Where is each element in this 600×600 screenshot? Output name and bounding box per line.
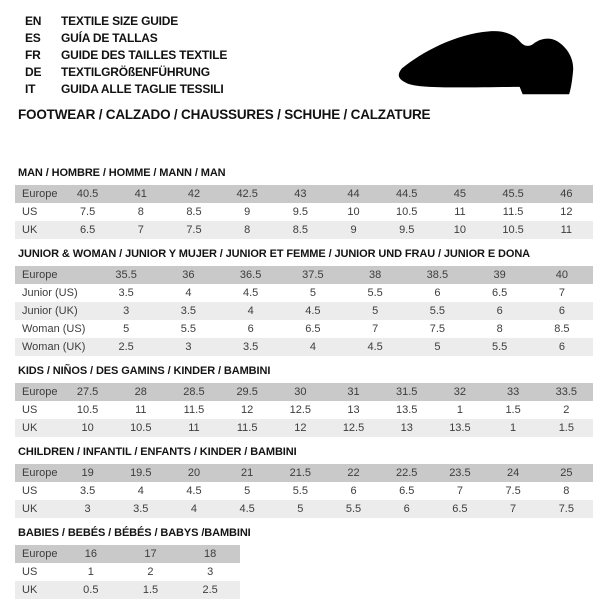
table-row xyxy=(15,185,593,203)
size-value: 4.5 xyxy=(242,287,259,299)
size-table-section xyxy=(15,167,600,239)
size-table xyxy=(15,185,593,239)
size-value: 1 xyxy=(456,404,463,416)
table-row xyxy=(15,338,593,356)
size-value: 10.5 xyxy=(114,419,167,437)
size-value: 3 xyxy=(207,566,214,578)
table-row xyxy=(15,401,593,419)
size-value: 3 xyxy=(157,338,219,356)
size-value: 8 xyxy=(563,485,570,497)
size-value: 1 xyxy=(487,419,540,437)
size-value: 4 xyxy=(137,485,144,497)
size-table-title: KIDS / NIÑOS / DES GAMINS / KINDER / BAMBINI xyxy=(18,365,271,377)
language-title: GUIDE DES TAILLES TEXTILE xyxy=(61,48,228,62)
size-value: 36.5 xyxy=(220,266,282,284)
size-value: 11.5 xyxy=(183,404,205,416)
size-value: 2.5 xyxy=(95,338,157,356)
size-value: 19 xyxy=(61,464,114,482)
size-table-section xyxy=(15,365,600,437)
size-value: 17 xyxy=(121,545,181,563)
size-value: 5.5 xyxy=(367,287,383,299)
size-value: 30 xyxy=(274,383,327,401)
size-table-title: MAN / HOMBRE / HOMME / MANN / MAN xyxy=(18,167,226,179)
size-value: 7 xyxy=(372,323,379,335)
table-row xyxy=(15,203,593,221)
size-value: 42 xyxy=(167,185,220,203)
size-value: 13.5 xyxy=(396,404,418,416)
size-value: 7 xyxy=(558,287,565,299)
size-value: 7 xyxy=(456,485,463,497)
size-value: 12 xyxy=(274,419,327,437)
size-value: 4.5 xyxy=(344,338,406,356)
size-value: 7.5 xyxy=(429,323,446,335)
size-value: 5 xyxy=(274,500,327,518)
size-value: 11 xyxy=(135,404,147,416)
size-value: 4 xyxy=(282,338,344,356)
size-value: 5 xyxy=(344,302,406,320)
row-label: UK xyxy=(15,581,61,599)
size-value: 6 xyxy=(380,500,433,518)
size-value: 44.5 xyxy=(380,185,433,203)
size-value: 39 xyxy=(469,266,531,284)
size-value: 43 xyxy=(274,185,327,203)
size-value: 6.5 xyxy=(399,485,415,497)
size-value: 4 xyxy=(167,500,220,518)
size-value: 11 xyxy=(167,419,220,437)
language-code: FR xyxy=(25,48,41,62)
size-value: 40 xyxy=(531,266,593,284)
size-value: 22.5 xyxy=(380,464,433,482)
language-code: IT xyxy=(25,82,36,96)
size-value: 3.5 xyxy=(157,302,219,320)
size-value: 12.5 xyxy=(327,419,380,437)
size-value: 11 xyxy=(540,221,593,239)
size-value: 11.5 xyxy=(502,206,524,218)
size-value: 8 xyxy=(221,221,274,239)
size-table xyxy=(15,464,593,518)
size-value: 5.5 xyxy=(469,338,531,356)
size-value: 7 xyxy=(487,500,540,518)
size-value: 2.5 xyxy=(180,581,240,599)
row-label: Europe xyxy=(15,464,61,482)
size-value: 18 xyxy=(180,545,240,563)
size-table xyxy=(15,545,240,599)
size-value: 10 xyxy=(433,221,486,239)
size-value: 31 xyxy=(327,383,380,401)
language-title: TEXTILE SIZE GUIDE xyxy=(61,14,179,28)
size-value: 45.5 xyxy=(487,185,540,203)
size-value: 46 xyxy=(540,185,593,203)
row-label: UK xyxy=(15,221,61,239)
language-code: EN xyxy=(25,14,42,28)
size-value: 6 xyxy=(531,302,593,320)
size-value: 6 xyxy=(434,287,441,299)
row-label: Europe xyxy=(15,185,61,203)
size-value: 7 xyxy=(114,221,167,239)
size-value: 21 xyxy=(221,464,274,482)
size-value: 5 xyxy=(123,323,130,335)
row-label: US xyxy=(22,566,38,578)
table-row xyxy=(15,581,240,599)
size-value: 9 xyxy=(327,221,380,239)
size-table xyxy=(15,383,593,437)
size-value: 13 xyxy=(347,404,360,416)
size-value: 25 xyxy=(540,464,593,482)
size-value: 8 xyxy=(137,206,144,218)
row-label: Junior (US) xyxy=(22,287,78,299)
size-value: 10 xyxy=(347,206,360,218)
size-value: 1.5 xyxy=(540,419,593,437)
size-value: 44 xyxy=(327,185,380,203)
size-value: 6.5 xyxy=(305,323,321,335)
size-value: 6 xyxy=(350,485,357,497)
row-label: Junior (UK) xyxy=(15,302,95,320)
language-title: TEXTILGRÖßENFÜHRUNG xyxy=(61,65,210,79)
table-row xyxy=(15,221,593,239)
size-value: 3.5 xyxy=(220,338,282,356)
size-value: 5 xyxy=(309,287,316,299)
size-value: 37.5 xyxy=(282,266,344,284)
row-label: Woman (US) xyxy=(22,323,86,335)
size-value: 35.5 xyxy=(95,266,157,284)
row-label: Europe xyxy=(15,545,61,563)
size-value: 24 xyxy=(487,464,540,482)
size-value: 5.5 xyxy=(292,485,308,497)
size-value: 4.5 xyxy=(221,500,274,518)
size-value: 7.5 xyxy=(505,485,521,497)
size-table-title: BABIES / BEBÉS / BÉBÉS / BABYS /BAMBINI xyxy=(18,527,251,539)
size-value: 40.5 xyxy=(61,185,114,203)
size-value: 22 xyxy=(327,464,380,482)
size-value: 12 xyxy=(560,206,573,218)
table-row xyxy=(15,284,593,302)
table-row xyxy=(15,320,593,338)
size-value: 32 xyxy=(433,383,486,401)
size-value: 16 xyxy=(61,545,121,563)
size-value: 6 xyxy=(531,338,593,356)
size-table-section xyxy=(15,248,600,356)
size-value: 7.5 xyxy=(167,221,220,239)
size-value: 1.5 xyxy=(121,581,181,599)
size-value: 12.5 xyxy=(289,404,312,416)
size-table-section xyxy=(15,527,600,599)
size-value: 3 xyxy=(61,500,114,518)
size-value: 3.5 xyxy=(79,485,96,497)
size-value: 8.5 xyxy=(186,206,202,218)
row-label: Woman (UK) xyxy=(15,338,95,356)
size-value: 21.5 xyxy=(274,464,327,482)
category-title: FOOTWEAR / CALZADO / CHAUSSURES / SCHUHE / CALZATURE xyxy=(18,107,431,122)
size-value: 6.5 xyxy=(61,221,114,239)
table-row xyxy=(15,500,593,518)
row-label: US xyxy=(22,206,38,218)
size-value: 10 xyxy=(61,419,114,437)
size-value: 29.5 xyxy=(221,383,274,401)
size-table-title: JUNIOR & WOMAN / JUNIOR Y MUJER / JUNIOR ET FEMME / JUNIOR UND FRAU / JUNIOR E DONA xyxy=(18,248,531,260)
size-value: 13.5 xyxy=(433,419,486,437)
language-title: GUÍA DE TALLAS xyxy=(61,31,158,45)
size-value: 33.5 xyxy=(540,383,593,401)
size-value: 33 xyxy=(487,383,540,401)
size-value: 10.5 xyxy=(487,221,540,239)
size-value: 4.5 xyxy=(282,302,344,320)
size-value: 41 xyxy=(114,185,167,203)
size-value: 23.5 xyxy=(433,464,486,482)
dress-shoe-icon xyxy=(394,24,582,98)
size-value: 6 xyxy=(247,323,254,335)
table-row xyxy=(15,464,593,482)
size-value: 2 xyxy=(563,404,570,416)
size-value: 7.5 xyxy=(79,206,96,218)
size-value: 9.5 xyxy=(380,221,433,239)
size-value: 36 xyxy=(157,266,219,284)
size-value: 8.5 xyxy=(274,221,327,239)
size-value: 9 xyxy=(244,206,251,218)
size-value: 4 xyxy=(185,287,192,299)
size-value: 6.5 xyxy=(433,500,486,518)
size-value: 2 xyxy=(147,566,154,578)
size-value: 8.5 xyxy=(554,323,570,335)
size-value: 3.5 xyxy=(118,287,134,299)
size-value: 3 xyxy=(95,302,157,320)
size-value: 3.5 xyxy=(114,500,167,518)
size-value: 38 xyxy=(344,266,406,284)
table-row xyxy=(15,383,593,401)
size-value: 12 xyxy=(241,404,254,416)
row-label: Europe xyxy=(15,383,61,401)
size-tables xyxy=(15,167,600,599)
size-value: 31.5 xyxy=(380,383,433,401)
size-value: 5 xyxy=(406,338,468,356)
size-value: 5.5 xyxy=(180,323,197,335)
table-row xyxy=(15,419,593,437)
row-label: US xyxy=(22,485,38,497)
table-row xyxy=(15,545,240,563)
size-value: 10.5 xyxy=(76,404,99,416)
size-value: 8 xyxy=(496,323,503,335)
size-value: 28.5 xyxy=(167,383,220,401)
size-value: 4.5 xyxy=(186,485,202,497)
language-code: ES xyxy=(25,31,41,45)
size-value: 20 xyxy=(167,464,220,482)
table-row xyxy=(15,563,240,581)
size-value: 7.5 xyxy=(540,500,593,518)
size-value: 1.5 xyxy=(505,404,521,416)
size-value: 38.5 xyxy=(406,266,468,284)
language-code: DE xyxy=(25,65,42,79)
size-value: 5 xyxy=(244,485,251,497)
size-value: 28 xyxy=(114,383,167,401)
size-value: 11 xyxy=(454,206,466,218)
size-value: 5.5 xyxy=(406,302,468,320)
size-value: 27.5 xyxy=(61,383,114,401)
size-value: 13 xyxy=(380,419,433,437)
row-label: US xyxy=(22,404,38,416)
table-row xyxy=(15,266,593,284)
size-value: 9.5 xyxy=(292,206,308,218)
row-label: UK xyxy=(15,419,61,437)
size-value: 6.5 xyxy=(491,287,508,299)
size-value: 11.5 xyxy=(221,419,274,437)
language-title: GUIDA ALLE TAGLIE TESSILI xyxy=(61,82,224,96)
table-row xyxy=(15,482,593,500)
size-table-section xyxy=(15,446,600,518)
size-value: 6 xyxy=(469,302,531,320)
row-label: Europe xyxy=(15,266,95,284)
table-row xyxy=(15,302,593,320)
size-value: 5.5 xyxy=(327,500,380,518)
size-value: 45 xyxy=(433,185,486,203)
size-table-title: CHILDREN / INFANTIL / ENFANTS / KINDER / BAMBINI xyxy=(18,446,297,458)
size-value: 4 xyxy=(220,302,282,320)
row-label: UK xyxy=(15,500,61,518)
size-table xyxy=(15,266,593,356)
size-value: 19.5 xyxy=(114,464,167,482)
size-value: 1 xyxy=(87,566,94,578)
size-value: 0.5 xyxy=(61,581,121,599)
size-value: 42.5 xyxy=(221,185,274,203)
size-value: 10.5 xyxy=(396,206,418,218)
